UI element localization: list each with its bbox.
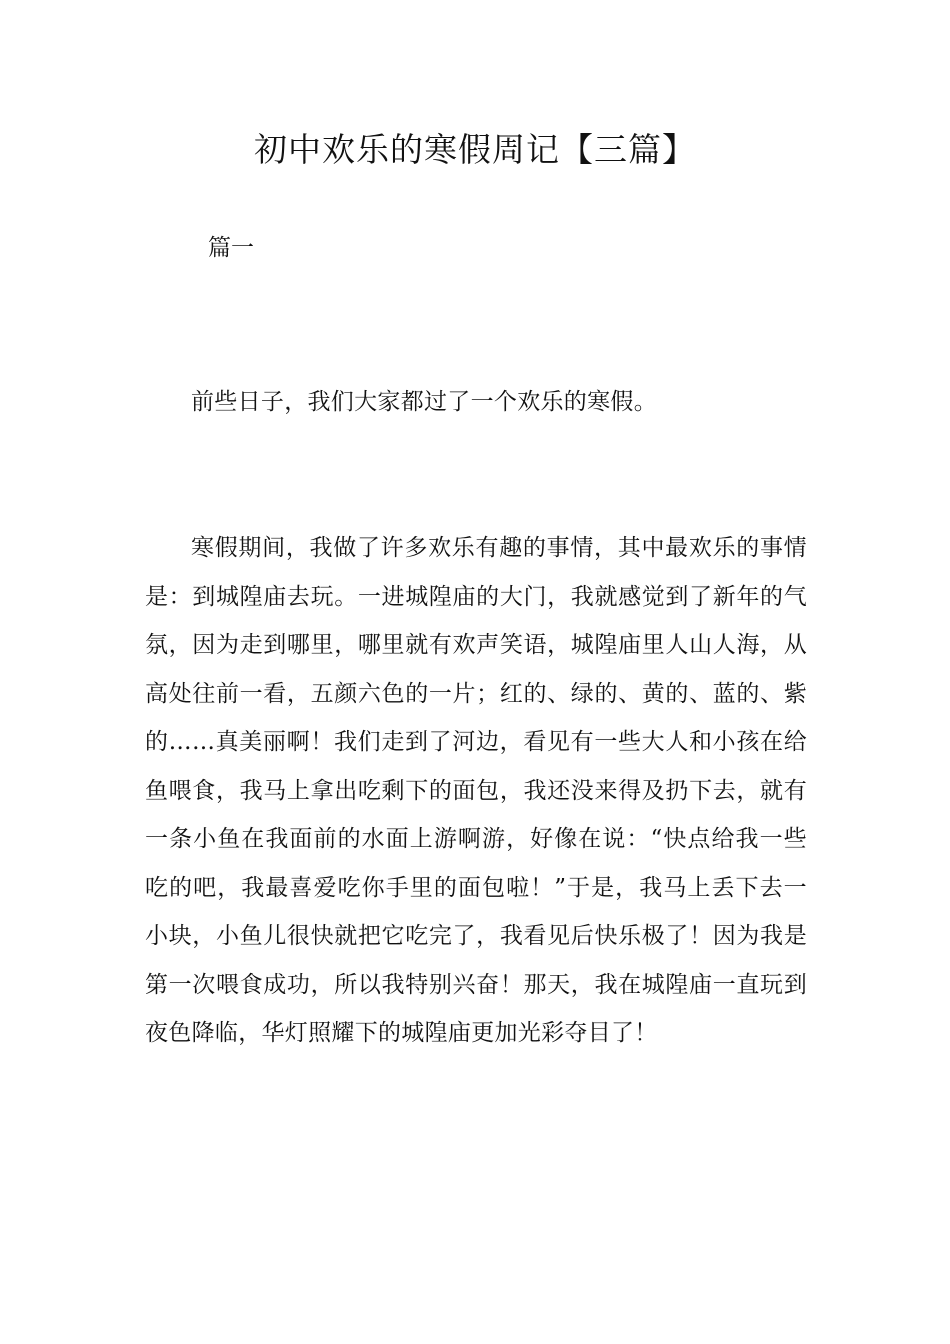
paragraph-intro: 前些日子，我们大家都过了一个欢乐的寒假。 [191,389,657,415]
section-label: 篇一 [208,235,254,261]
paragraph-body: 寒假期间，我做了许多欢乐有趣的事情，其中最欢乐的事情是：到城隍庙去玩。一进城隍庙的大门，我就感觉到了新年的气氛，因为走到哪里，哪里就有欢声笑语，城隍庙里人山人海，从高处往前一看，五颜六色的一片；红的、绿的、黄的、蓝的、紫的……真美丽啊！我们走到了河边，看见有一些大人和小孩在给鱼喂食，我马上拿出吃剩下的面包，我还没来得及扔下去，就有一条小鱼在我面前的水面上游啊游，好像在说：“快点给我一些吃的吧，我最喜爱吃你手里的面包啦！”于是，我马上丢下去一小块，小鱼儿很快就把它吃完了，我看见后快乐极了！因为我是第一次喂食成功，所以我特别兴奋！那天，我在城隍庙一直玩到夜色降临，华灯照耀下的城隍庙更加光彩夺目了！ [145,535,807,1046]
document-title: 初中欢乐的寒假周记【三篇】 [254,130,696,169]
